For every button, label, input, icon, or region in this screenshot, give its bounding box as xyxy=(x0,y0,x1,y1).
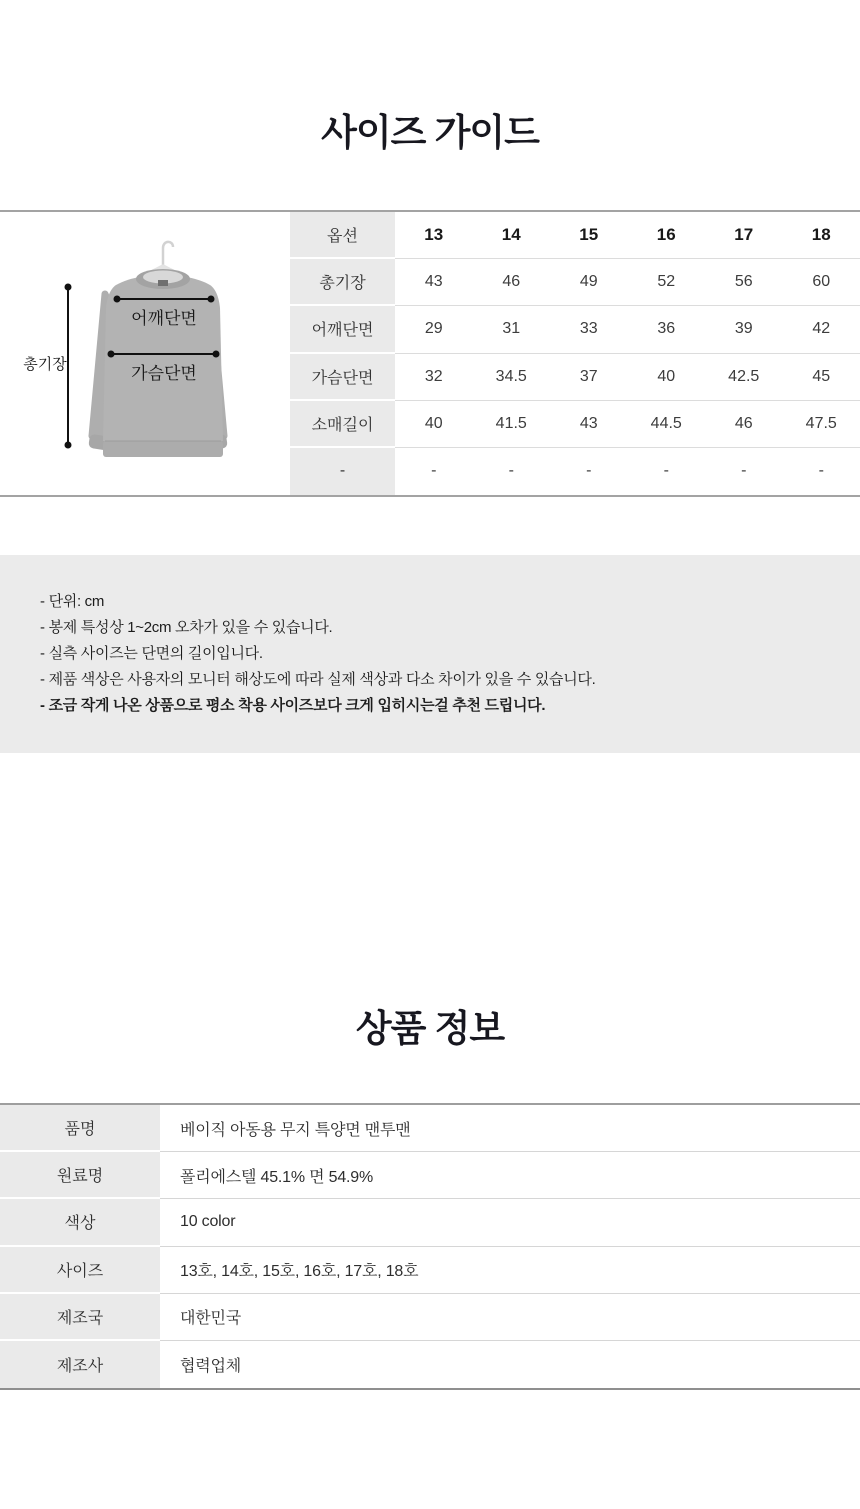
size-table-cell: - xyxy=(586,462,592,480)
product-info-row xyxy=(0,1247,860,1294)
size-note-line: - 단위: cm xyxy=(40,593,105,610)
size-table-cell: 40 xyxy=(657,367,676,385)
size-table-row-label: 어깨단면 xyxy=(290,306,395,353)
size-table-row xyxy=(290,401,860,448)
size-table-cell: 36 xyxy=(657,320,676,338)
size-table-row-label: 가슴단면 xyxy=(290,354,395,401)
product-info-row xyxy=(0,1294,860,1341)
size-table-cell: 49 xyxy=(579,273,598,291)
size-table-column-header: 14 xyxy=(501,225,521,245)
size-table-cell: 56 xyxy=(734,273,753,291)
size-table-cell: 41.5 xyxy=(495,414,527,432)
product-info-table xyxy=(0,1103,860,1390)
product-info-row-label: 색상 xyxy=(0,1199,160,1246)
size-table xyxy=(290,212,860,495)
size-table-row xyxy=(290,306,860,353)
shoulder-label: 어깨단면 xyxy=(131,309,197,328)
size-table-row-label: - xyxy=(290,448,395,495)
size-table-cell: 52 xyxy=(657,273,676,291)
product-info-row-label: 사이즈 xyxy=(0,1247,160,1294)
product-info-row xyxy=(0,1105,860,1152)
size-table-row-label: 총기장 xyxy=(290,259,395,306)
size-table-cell: - xyxy=(508,462,514,480)
size-table-cell: 43 xyxy=(579,414,598,432)
size-table-cell: 40 xyxy=(424,414,443,432)
product-info-row xyxy=(0,1341,860,1388)
size-table-cell: 31 xyxy=(502,320,521,338)
product-info-row-value: 베이직 아동용 무지 특양면 맨투맨 xyxy=(160,1105,860,1152)
product-info-row-label: 원료명 xyxy=(0,1152,160,1199)
size-table-cell: 34.5 xyxy=(495,367,527,385)
size-table-cell: 39 xyxy=(734,320,753,338)
size-table-row-values xyxy=(395,354,860,401)
size-table-cell: 37 xyxy=(579,367,598,385)
size-table-column-header: 16 xyxy=(656,225,676,245)
product-info-row-label: 제조사 xyxy=(0,1341,160,1388)
size-note-line: - 제품 색상은 사용자의 모니터 해상도에 따라 실제 색상과 다소 차이가 있을 수 있습니다. xyxy=(40,671,596,688)
total-length-label: 총기장 xyxy=(23,356,67,373)
sweatshirt-measurement-diagram xyxy=(0,212,290,495)
size-table-column-header: 13 xyxy=(424,225,444,245)
size-table-cell: - xyxy=(431,462,437,480)
product-info-title: 상품 정보 xyxy=(355,1008,505,1049)
size-note-line: - 조금 작게 나온 상품으로 평소 착용 사이즈보다 크게 입히시는걸 추천 드립니다. xyxy=(40,697,546,714)
product-info-row-value: 협력업체 xyxy=(180,1357,242,1375)
size-table-cell: 44.5 xyxy=(650,414,682,432)
product-info-row-value: 폴리에스텔 45.1% 면 54.9% xyxy=(160,1152,860,1199)
size-table-cell: - xyxy=(663,462,669,480)
size-note-line: - 봉제 특성상 1~2cm 오차가 있을 수 있습니다. xyxy=(40,619,333,636)
product-info-row-label: 품명 xyxy=(0,1105,160,1152)
sweatshirt-neck-tag xyxy=(158,280,168,286)
size-table-column-header: 17 xyxy=(734,225,754,245)
product-info-row-label: 제조국 xyxy=(0,1294,160,1341)
size-note-line: - 실측 사이즈는 단면의 길이입니다. xyxy=(40,645,263,662)
size-table-column-header: 18 xyxy=(811,225,831,245)
size-table-cell: 47.5 xyxy=(805,414,837,432)
size-table-row xyxy=(290,354,860,401)
size-guide-title: 사이즈 가이드 xyxy=(321,112,539,153)
size-table-cell: 46 xyxy=(734,414,753,432)
size-table-cell: 29 xyxy=(424,320,443,338)
size-table-option-header: 옵션 xyxy=(290,212,395,259)
size-notes-box xyxy=(0,555,860,753)
size-table-row xyxy=(290,448,860,495)
size-table-cell: - xyxy=(818,462,824,480)
product-info-row-value: 13호, 14호, 15호, 16호, 17호, 18호 xyxy=(160,1247,860,1294)
product-info-row-value: 대한민국 xyxy=(160,1294,860,1341)
size-table-header-row xyxy=(290,212,860,259)
size-table-row-values xyxy=(395,448,860,495)
sweatshirt-hem xyxy=(103,441,223,457)
size-table-column-header: 15 xyxy=(579,225,599,245)
size-table-cell: 33 xyxy=(579,320,598,338)
size-table-cell: 60 xyxy=(812,273,831,291)
product-info-row-value: 10 color xyxy=(160,1199,860,1246)
size-table-cell: - xyxy=(741,462,747,480)
size-table-cell: 42.5 xyxy=(728,367,760,385)
size-table-row xyxy=(290,259,860,306)
product-info-row xyxy=(0,1152,860,1199)
size-table-row-values xyxy=(395,212,860,259)
size-guide-section xyxy=(0,210,860,497)
size-table-row-label: 소매길이 xyxy=(290,401,395,448)
size-table-row-values xyxy=(395,306,860,353)
size-table-cell: 45 xyxy=(812,367,831,385)
size-table-row-values xyxy=(395,401,860,448)
chest-label: 가슴단면 xyxy=(131,364,197,383)
size-table-cell: 42 xyxy=(812,320,831,338)
size-table-row-values xyxy=(395,259,860,306)
size-table-cell: 46 xyxy=(502,273,521,291)
size-table-cell: 32 xyxy=(424,367,443,385)
product-info-row xyxy=(0,1199,860,1246)
size-table-cell: 43 xyxy=(424,273,443,291)
